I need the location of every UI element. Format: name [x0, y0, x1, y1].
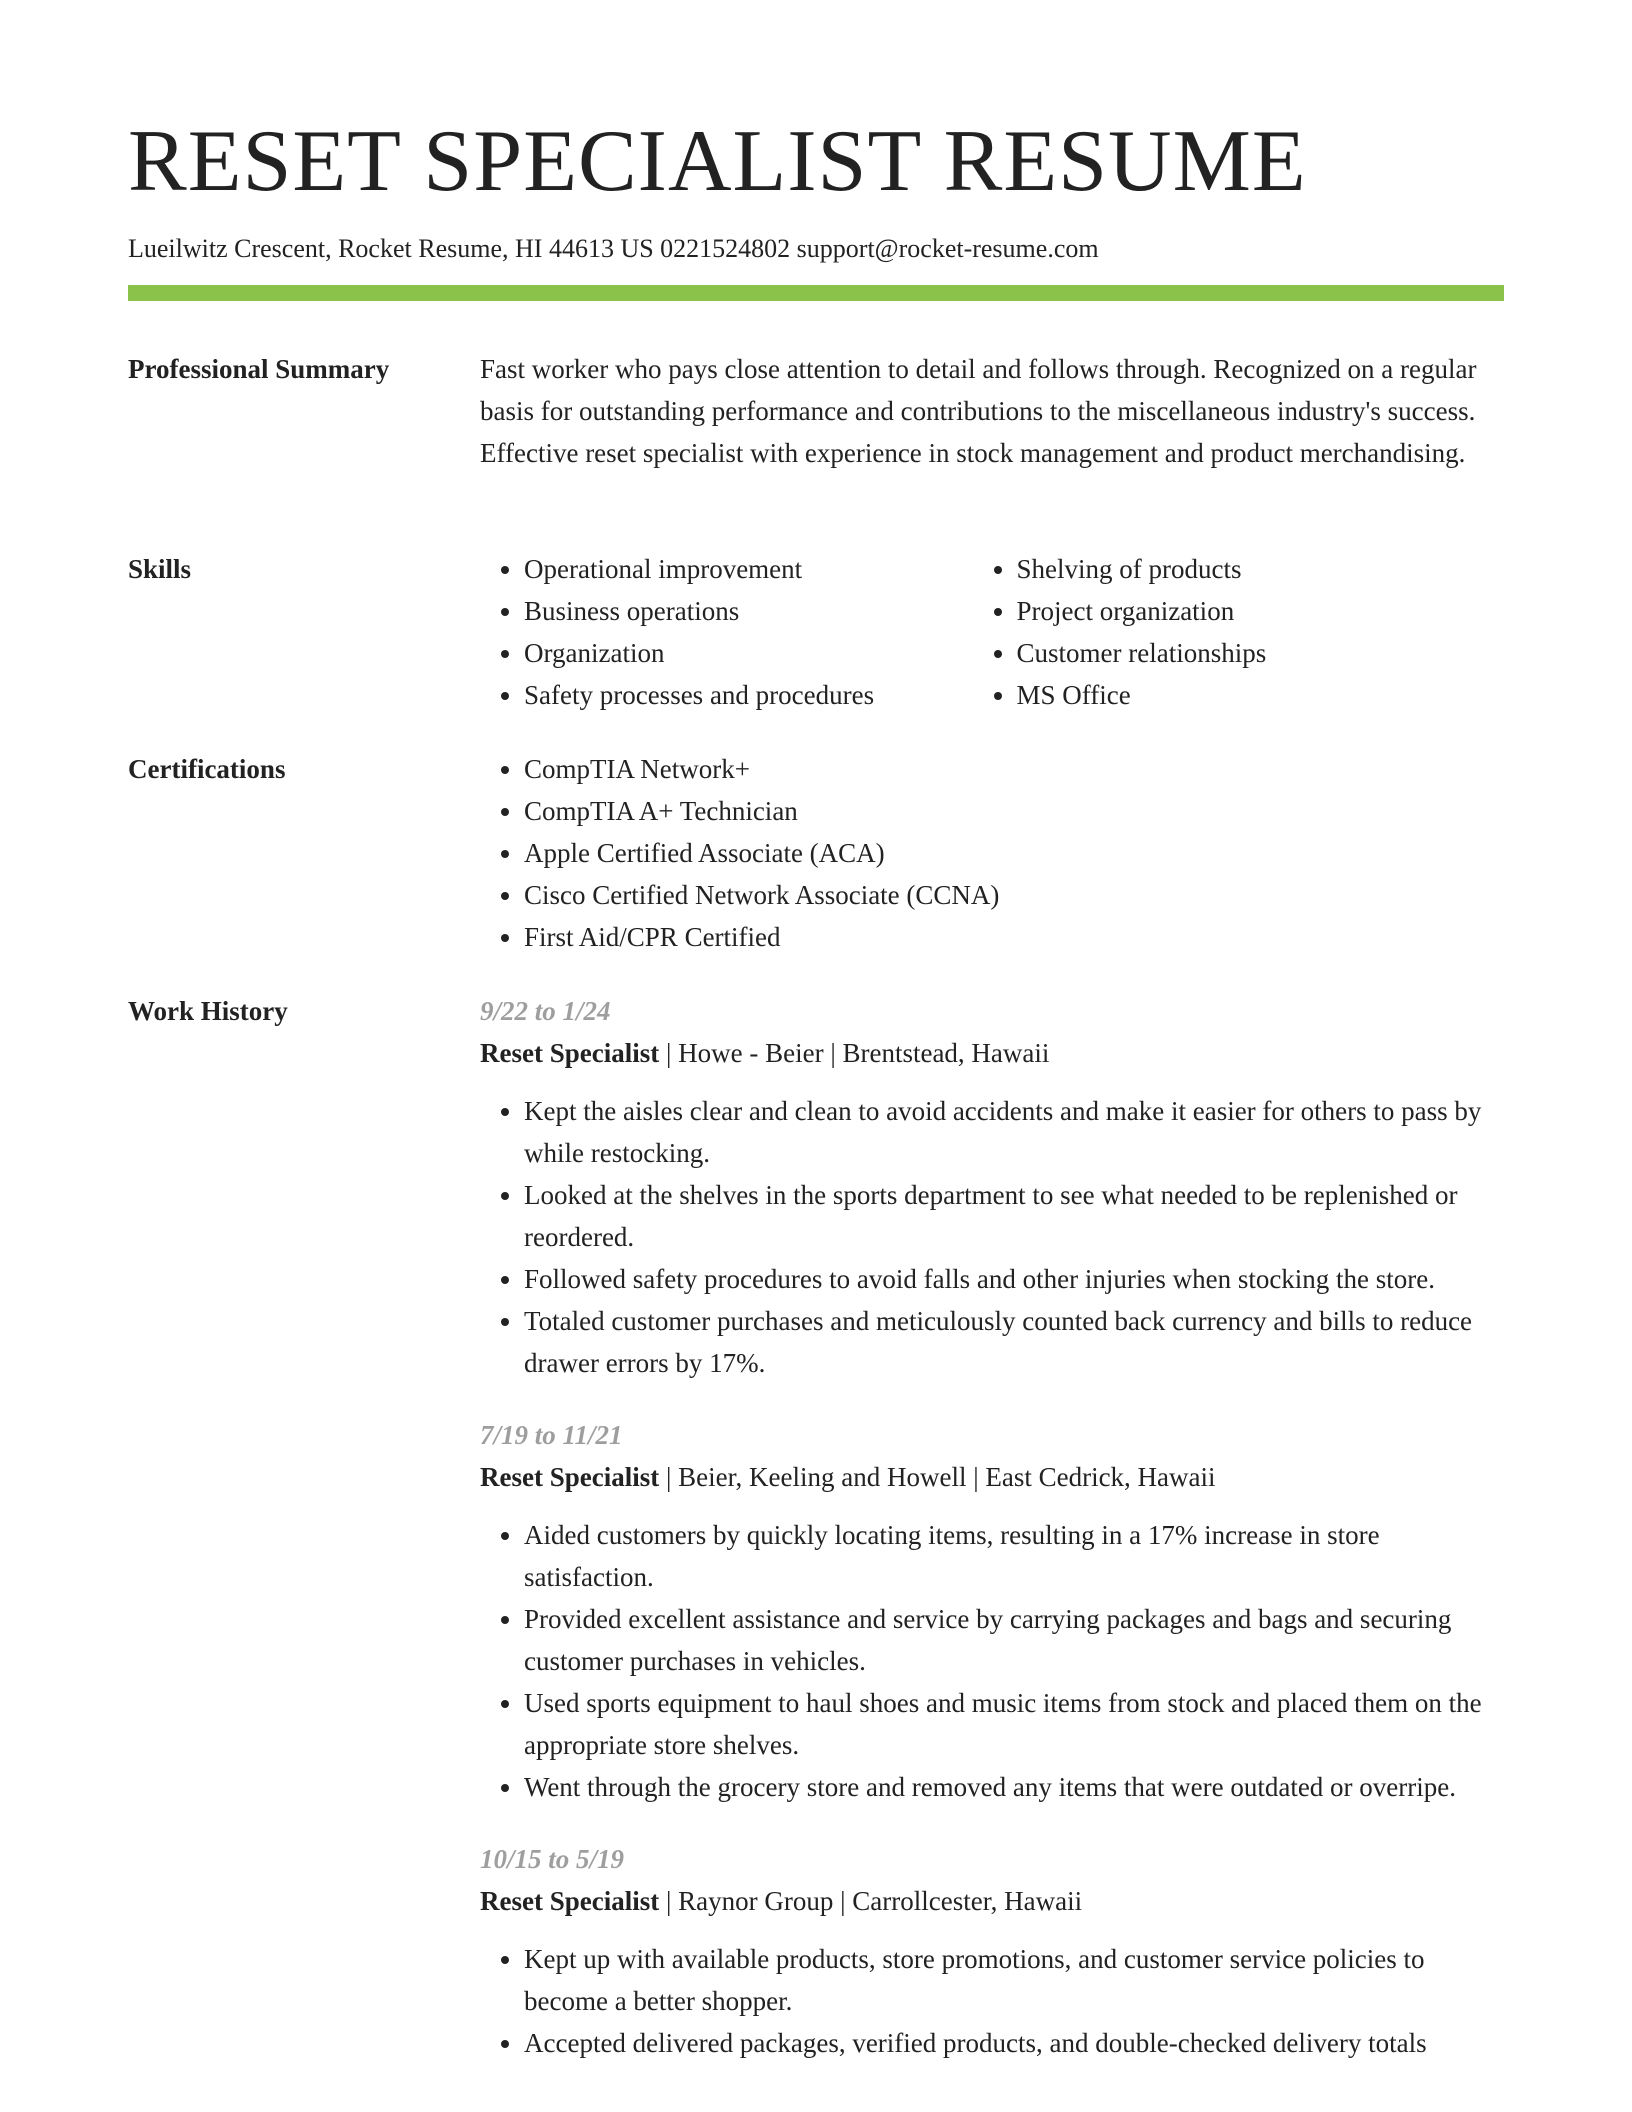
job-dates: 7/19 to 11/21 [480, 1420, 623, 1450]
job-employer-location: | Howe - Beier | Brentstead, Hawaii [659, 1038, 1050, 1068]
job-dates: 9/22 to 1/24 [480, 996, 611, 1026]
contact-line: Lueilwitz Crescent, Rocket Resume, HI 44613 US 0221524802 support@rocket-resume.com [128, 234, 1099, 263]
job-bullet: • Totaled customer purchases and meticulously counted back currency and bills to reduce drawer errors by 17%. [524, 1300, 1504, 1384]
job-entry [480, 1838, 1504, 2064]
job-bullet: • Kept the aisles clear and clean to avoid accidents and make it easier for others to pass by while restocking. [524, 1090, 1504, 1174]
skill-item: • Project organization [1017, 590, 1505, 632]
skills-list-right [973, 548, 1505, 716]
skill-item: • Business operations [524, 590, 973, 632]
job-heading [480, 1880, 1504, 1922]
job-bullet: • Accepted delivered packages, verified products, and double-checked delivery totals [524, 2022, 1504, 2064]
skills-list-left [480, 548, 973, 716]
summary-body [480, 348, 1504, 474]
job-dates: 10/15 to 5/19 [480, 1844, 625, 1874]
certifications-body [480, 748, 1504, 958]
certifications-heading: Certifications [128, 754, 286, 784]
job-title: Reset Specialist [480, 1038, 660, 1068]
job-title: Reset Specialist [480, 1886, 660, 1916]
job-bullet: • Provided excellent assistance and service by carrying packages and bags and securing customer purchases in vehicles. [524, 1598, 1504, 1682]
job-heading [480, 1456, 1504, 1498]
certification-item: • Apple Certified Associate (ACA) [524, 832, 1504, 874]
skill-item: • Organization [524, 632, 973, 674]
job-bullet: • Kept up with available products, store promotions, and customer service policies to become a better shopper. [524, 1938, 1504, 2022]
skill-item: • Customer relationships [1017, 632, 1505, 674]
job-entry [480, 1414, 1504, 1808]
skill-item: • Safety processes and procedures [524, 674, 973, 716]
job-bullet: • Aided customers by quickly locating items, resulting in a 17% increase in store satisfaction. [524, 1514, 1504, 1598]
skill-item: • Shelving of products [1017, 548, 1505, 590]
certification-item: • Cisco Certified Network Associate (CCNA) [524, 874, 1504, 916]
job-title: Reset Specialist [480, 1462, 660, 1492]
certification-item: • CompTIA Network+ [524, 748, 1504, 790]
certification-item: • CompTIA A+ Technician [524, 790, 1504, 832]
resume-title: RESET SPECIALIST RESUME [128, 113, 1307, 210]
header-divider [128, 285, 1504, 301]
job-employer-location: | Raynor Group | Carrollcester, Hawaii [659, 1886, 1083, 1916]
summary-text: Fast worker who pays close attention to detail and follows through. Recognized on a regular basis for outstanding performance and contributions to the miscellaneous industry's success. Effective reset specialist with experience in stock management and product merchandising. [480, 354, 1477, 468]
summary-heading: Professional Summary [128, 354, 390, 384]
job-bullet: • Used sports equipment to haul shoes and music items from stock and placed them on the appropriate store shelves. [524, 1682, 1504, 1766]
job-heading [480, 1032, 1504, 1074]
skill-item: • Operational improvement [524, 548, 973, 590]
skill-item: • MS Office [1017, 674, 1505, 716]
job-bullet: • Followed safety procedures to avoid falls and other injuries when stocking the store. [524, 1258, 1504, 1300]
job-bullet: • Looked at the shelves in the sports department to see what needed to be replenished or reordered. [524, 1174, 1504, 1258]
certification-item: • First Aid/CPR Certified [524, 916, 1504, 958]
job-bullets [480, 1090, 1504, 1384]
job-employer-location: | Beier, Keeling and Howell | East Cedrick, Hawaii [659, 1462, 1216, 1492]
job-bullets [480, 1514, 1504, 1808]
job-bullet: • Went through the grocery store and removed any items that were outdated or overripe. [524, 1766, 1504, 1808]
certifications-list [480, 748, 1504, 958]
work-history-body [480, 990, 1504, 2094]
skills-heading: Skills [128, 554, 192, 584]
job-entry [480, 990, 1504, 1384]
skills-body [480, 548, 1504, 716]
work-history-heading: Work History [128, 996, 288, 1026]
job-bullets [480, 1938, 1504, 2064]
